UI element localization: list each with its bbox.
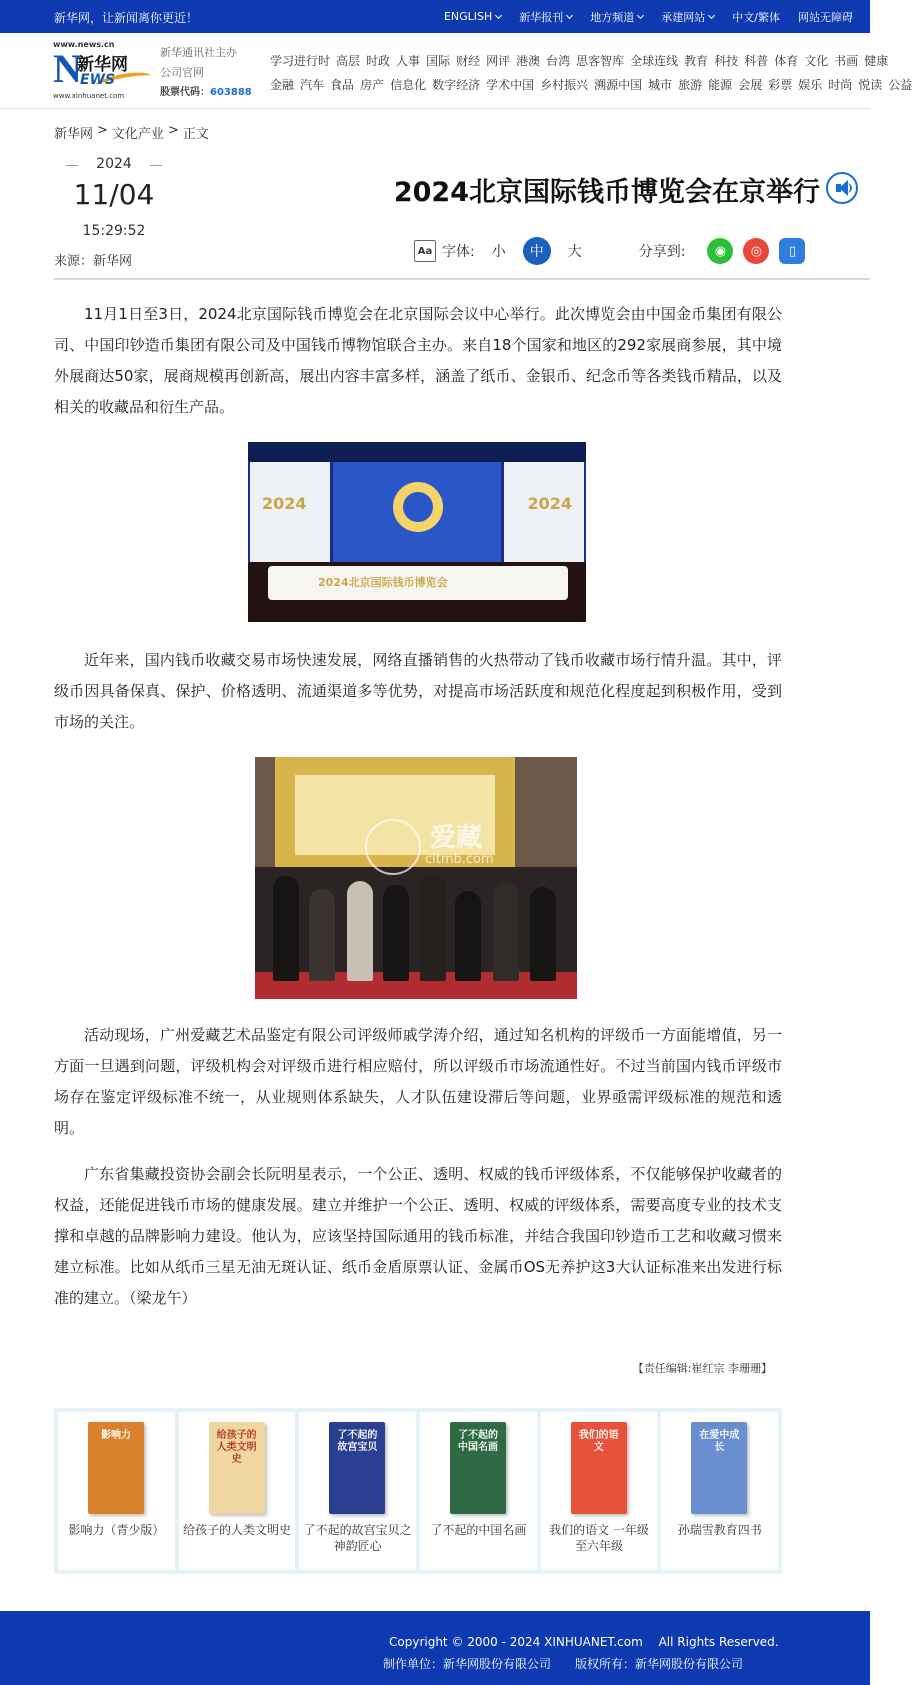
- breadcrumb-item[interactable]: 新华网: [54, 127, 94, 142]
- channel-nav-link[interactable]: 时尚: [828, 78, 853, 92]
- channel-nav-link[interactable]: 书画: [834, 54, 859, 68]
- font-size-option[interactable]: 大: [567, 244, 582, 260]
- font-label: 字体:: [442, 244, 475, 260]
- channel-nav-link[interactable]: 网评: [486, 54, 511, 68]
- watermark-seal: [365, 819, 421, 875]
- channel-nav-link[interactable]: 溯源中国: [594, 78, 643, 92]
- book-card[interactable]: [541, 1412, 658, 1570]
- chevron-down-icon: [495, 11, 502, 18]
- top-link[interactable]: [435, 10, 510, 23]
- title-divider: [54, 278, 870, 280]
- channel-nav-link[interactable]: 财经: [456, 54, 481, 68]
- photo-stage-text: 2024北京国际钱币博览会: [318, 576, 448, 589]
- xinhua-logo[interactable]: [53, 40, 153, 102]
- article-toolbar: [414, 236, 805, 266]
- article-paragraph: 活动现场，广州爱藏艺术品鉴定有限公司评级师戚学涛介绍，通过知名机构的评级币一方面能增值，另一方面一旦遇到问题，评级机构会对评级币进行相应赔付，所以评级币市场流通性好。不过当前国内钱币评级市场存在鉴定评级标准不统一，从业规则体系缺失，人才队伍建设滞后等问题，业界亟需评级标准的规范和透明。: [54, 1026, 782, 1137]
- book-cover-text: 在爱中成长: [699, 1430, 740, 1453]
- book-recommendations: [54, 1408, 782, 1574]
- book-cover[interactable]: [209, 1422, 265, 1514]
- footer-copyright: Copyright © 2000 - 2024 XINHUANET.com All Rights Reserved.: [389, 1635, 779, 1649]
- chevron-down-icon: [708, 11, 715, 18]
- responsible-editor: 【责任编辑:崔红宗 李珊珊】: [632, 1362, 772, 1375]
- stock-code-value[interactable]: 603888: [210, 87, 252, 98]
- book-title[interactable]: 了不起的中国名画: [430, 1523, 527, 1537]
- wechat-icon[interactable]: ◉: [707, 238, 733, 264]
- photo-watermark-url: cltmb.com: [425, 852, 494, 867]
- channel-nav-link[interactable]: 体育: [774, 54, 799, 68]
- header-info-line1: 新华通讯社主办: [160, 46, 237, 59]
- photo-year-left: 2024: [262, 494, 307, 513]
- channel-nav-link[interactable]: 城市: [648, 78, 673, 92]
- channel-nav-link[interactable]: 学习进行时: [270, 54, 331, 68]
- top-bar: [0, 0, 870, 33]
- speaker-icon[interactable]: [826, 172, 858, 204]
- book-card[interactable]: [179, 1412, 296, 1570]
- weibo-icon[interactable]: ◎: [743, 238, 769, 264]
- channel-nav-link[interactable]: 旅游: [678, 78, 703, 92]
- book-cover[interactable]: [88, 1422, 144, 1514]
- breadcrumb: [54, 123, 209, 142]
- expo-stage-photo: [248, 442, 586, 622]
- font-size-option[interactable]: 小: [491, 244, 506, 260]
- chevron-down-icon: [566, 11, 573, 18]
- book-card[interactable]: [661, 1412, 778, 1570]
- top-link[interactable]: [510, 9, 581, 25]
- breadcrumb-item[interactable]: 正文: [182, 127, 209, 142]
- channel-nav-link[interactable]: 乡村振兴: [540, 78, 589, 92]
- channel-nav-link[interactable]: 悦读: [858, 78, 883, 92]
- top-link-label: 中文/繁体: [732, 10, 780, 24]
- channel-nav-link[interactable]: 国际: [426, 54, 451, 68]
- channel-nav-link[interactable]: 全球连线: [630, 54, 679, 68]
- chevron-down-icon: [637, 11, 644, 18]
- top-link[interactable]: [581, 9, 652, 25]
- expo-logo-ring: [393, 482, 443, 532]
- channel-nav-link[interactable]: 港澳: [516, 54, 541, 68]
- article-title: 2024北京国际钱币博览会在京举行: [393, 177, 820, 208]
- channel-nav-link[interactable]: 食品: [330, 78, 355, 92]
- book-cover-text: 影响力: [101, 1430, 131, 1441]
- footer-producer: 制作单位：新华网股份有限公司 版权所有：新华网股份有限公司: [383, 1657, 744, 1671]
- book-cover[interactable]: [571, 1422, 627, 1514]
- channel-nav-link[interactable]: 能源: [708, 78, 733, 92]
- publish-date: 11/04: [73, 178, 155, 211]
- book-cover[interactable]: [450, 1422, 506, 1514]
- channel-nav-link[interactable]: 文化: [804, 54, 829, 68]
- top-link-label: 承建网站: [661, 10, 706, 24]
- channel-nav-link[interactable]: 高层: [336, 54, 361, 68]
- channel-nav-link[interactable]: 健康: [864, 54, 889, 68]
- channel-nav-link[interactable]: 教育: [684, 54, 709, 68]
- site-slogan: 新华网，让新闻离你更近！: [54, 11, 199, 25]
- header-info-line2: 公司官网: [160, 66, 204, 79]
- book-cover-text: 我们的语文: [578, 1430, 619, 1453]
- article-paragraph: 广东省集藏投资协会副会长阮明星表示，一个公正、透明、权威的钱币评级体系，不仅能够保护收藏者的权益，还能促进钱币市场的健康发展。建立并维护一个公正、透明、权威的评级体系，需要高度专业的技术支撑和卓越的品牌影响力建设。他认为，应该坚持国际通用的钱币标准，并结合我国印钞造币工艺和收藏习惯来建立标准。比如从纸币三星无油无斑认证、纸币金盾原票认证、金属币OS无养护这3大认证标准来出发进行标准的建立。（梁龙午）: [54, 1165, 782, 1307]
- font-size-icon: Aa: [414, 240, 436, 262]
- expo-crowd-photo: [255, 757, 577, 999]
- book-cover-text: 了不起的中国名画: [458, 1430, 499, 1453]
- share-label: 分享到:: [638, 244, 686, 260]
- article-paragraph: 11月1日至3日，2024北京国际钱币博览会在北京国际会议中心举行。此次博览会由中国金币集团有限公司、中国印钞造币集团有限公司及中国钱币博物馆联合主办。来自18个国家和地区的292家展商参展，其中境外展商达50家，展商规模再创新高，展出内容丰富多样，涵盖了纸币、金银币、纪念币等各类钱币精品，以及相关的收藏品和衍生产品。: [54, 305, 782, 416]
- top-link-label: 网站无障碍: [798, 10, 853, 24]
- book-title[interactable]: 给孩子的人类文明史: [183, 1523, 292, 1537]
- mobile-icon[interactable]: ▯: [779, 238, 805, 264]
- logo-news: EWS: [80, 72, 116, 88]
- logo-brand: 新华网: [77, 55, 128, 75]
- breadcrumb-separator: >: [167, 123, 179, 138]
- stock-code: [160, 83, 252, 103]
- header-info: [160, 43, 252, 103]
- site-footer: [0, 1611, 870, 1685]
- article-source: 来源：新华网: [54, 254, 133, 269]
- book-card[interactable]: [420, 1412, 537, 1570]
- book-cover[interactable]: [329, 1422, 385, 1514]
- book-cover-text: 给孩子的人类文明史: [216, 1430, 257, 1465]
- book-title[interactable]: 影响力（青少版）: [68, 1523, 165, 1537]
- channel-nav-link[interactable]: 房产: [360, 78, 385, 92]
- logo-url-bottom: www.xinhuanet.com: [53, 92, 125, 100]
- site-header: [0, 33, 912, 109]
- top-link-label: ENGLISH: [443, 10, 493, 23]
- channel-nav-link[interactable]: 台湾: [546, 54, 571, 68]
- stock-label: 股票代码：: [160, 87, 210, 98]
- logo-url-top: www.news.cn: [53, 40, 115, 49]
- publish-time: 15:29:52: [82, 223, 146, 239]
- channel-nav-link[interactable]: 信息化: [390, 78, 427, 92]
- top-links: [435, 0, 862, 33]
- channel-nav-link[interactable]: 科普: [744, 54, 769, 68]
- book-cover-text: 了不起的故宫宝贝: [337, 1430, 378, 1453]
- channel-nav-link[interactable]: 思客智库: [576, 54, 625, 68]
- font-size-options: [475, 237, 589, 265]
- channel-nav-row-2: [270, 76, 912, 93]
- publish-year: 2024: [66, 156, 162, 172]
- top-link-label: 新华报刊: [519, 10, 564, 24]
- top-link[interactable]: [652, 9, 723, 25]
- breadcrumb-item[interactable]: 文化产业: [111, 127, 164, 142]
- article-paragraph: 近年来，国内钱币收藏交易市场快速发展，网络直播销售的火热带动了钱币收藏市场行情升温。其中，评级币因具备保真、保护、价格透明、流通渠道多等优势，对提高市场活跃度和规范化程度起到积极作用，受到市场的关注。: [54, 651, 782, 731]
- channel-nav-link[interactable]: 人事: [396, 54, 421, 68]
- channel-nav-link[interactable]: 数字经济: [432, 78, 481, 92]
- channel-nav-link[interactable]: 金融: [270, 78, 295, 92]
- channel-nav-link[interactable]: 娱乐: [798, 78, 823, 92]
- top-link-label: 地方频道: [590, 10, 635, 24]
- top-link[interactable]: [723, 9, 789, 25]
- book-card[interactable]: [58, 1412, 175, 1570]
- channel-nav-row-1: [270, 52, 888, 69]
- breadcrumb-separator: >: [97, 123, 108, 138]
- channel-nav-link[interactable]: 彩票: [768, 78, 793, 92]
- logo-n-letter: N: [53, 46, 82, 91]
- top-link[interactable]: [789, 9, 862, 25]
- channel-nav-link[interactable]: 时政: [366, 54, 391, 68]
- photo-watermark: 爱藏: [430, 823, 483, 853]
- photo-year-right: 2024: [527, 494, 572, 513]
- font-size-option[interactable]: 中: [523, 237, 551, 265]
- channel-nav-link[interactable]: 汽车: [300, 78, 325, 92]
- book-title[interactable]: 我们的语文 一年级至六年级: [549, 1523, 649, 1553]
- channel-nav-link[interactable]: 会展: [738, 78, 763, 92]
- channel-nav-link[interactable]: 学术中国: [486, 78, 535, 92]
- channel-nav-link[interactable]: 科技: [714, 54, 739, 68]
- book-card[interactable]: [299, 1412, 416, 1570]
- channel-nav-link[interactable]: 公益: [888, 78, 912, 92]
- book-title[interactable]: 了不起的故宫宝贝之神韵匠心: [303, 1523, 412, 1553]
- book-title[interactable]: 孙瑞雪教育四书: [677, 1523, 762, 1537]
- book-cover[interactable]: [691, 1422, 747, 1514]
